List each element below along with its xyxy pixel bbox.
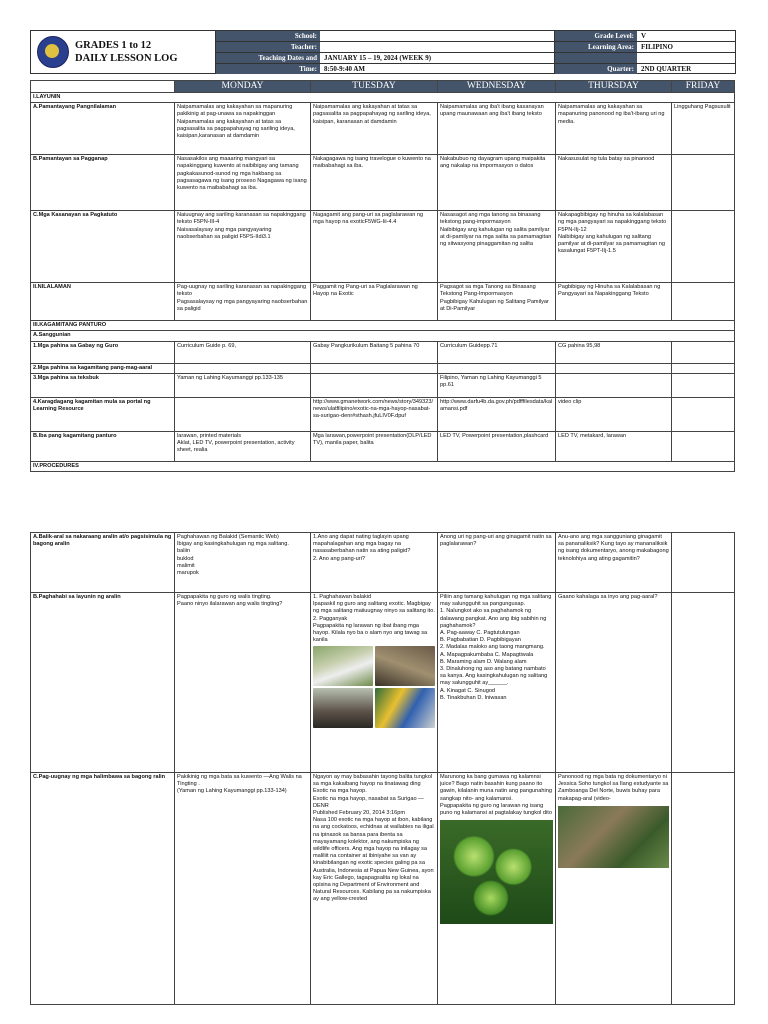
day-cell bbox=[311, 431, 438, 461]
school-label: School: bbox=[216, 31, 320, 41]
table-row bbox=[31, 431, 735, 461]
time-label: Time: bbox=[216, 64, 320, 74]
cell-text: Pakikinig ng mga bata sa kuwento —Ang Walis na Tingting . (Yaman ng Lahing Kayumanggi pp.133-134) bbox=[177, 774, 302, 795]
day-cell bbox=[175, 211, 311, 283]
day-cell bbox=[556, 103, 672, 155]
table-row bbox=[31, 373, 735, 397]
grade-value: V bbox=[641, 32, 647, 40]
table-row bbox=[31, 533, 735, 593]
blank-label bbox=[555, 53, 637, 63]
row-label: 3.Mga pahina sa teksbuk bbox=[31, 373, 175, 397]
day-cell bbox=[175, 155, 311, 211]
day-cell bbox=[438, 363, 556, 373]
day-cell bbox=[672, 155, 735, 211]
cell-text: Curriculum Guide p. 69, bbox=[177, 342, 237, 349]
day-cell bbox=[311, 283, 438, 321]
day-cell bbox=[175, 533, 311, 593]
day-cell bbox=[556, 533, 672, 593]
day-cell bbox=[311, 341, 438, 363]
cell-text: Ngayon ay may babasahin tayong balita tungkol sa mga kakaibang hayop na tinatawag ding Exotic na mga hayop. Exotic na mga hayop, nasabat sa Surigao — DENR Published February 20, 2014 3:16pm Nasa 100 exotic na mga hayop at ibon, kabilang na ang cockatoos, echidnas at wallabies na iligal na ipinasok sa bansa para ibenta sa mayayamang kolektor, ang nakumpiska ng wildlife officers. Ang mga hayop na inilagay sa maliliit na container at ibiniyahe sa van ay kinabibilangan ng exotic species galing pa sa Australia, Indonesia at Papua New Guinea, ayon kay Eric Gallego, tagapagsalita ng lokal na opisina ng Department of Environment and Natural Resources. Kabilang pa sa nakumpiska ay ang yellow-crested bbox=[313, 774, 434, 903]
grade-label: Grade Level: bbox=[555, 31, 637, 41]
day-header-row bbox=[31, 81, 735, 93]
header-title bbox=[75, 39, 178, 65]
day-cell bbox=[672, 373, 735, 397]
cell-text: http://www.darfu4b.da.gov.ph/pdfffilesdata/kalamansi.pdf bbox=[440, 398, 553, 413]
kalamansi-image bbox=[440, 820, 553, 924]
day-header: THURSDAY bbox=[556, 81, 672, 93]
day-cell bbox=[438, 533, 556, 593]
day-cell bbox=[672, 533, 735, 593]
cell-text: 1. Paghahawan balakid Ipapaskil ng guro ang salitang exotic. Magbigay ng mga salitang maiiuugnay ninyo sa salitang ito. 2. Pagganyak Pagpapakita ng larawan ng ibat ibang mga hayop. Kilala nyo ba o alam nyo ang tawag sa kanila bbox=[313, 594, 435, 644]
day-cell bbox=[438, 155, 556, 211]
day-cell bbox=[175, 431, 311, 461]
header-grade-info bbox=[555, 31, 735, 73]
cell-text: Pag-uugnay ng sariling karanasan sa napakinggang teksto Pagsasalaysay ng mga pangyayaring naobserbahan sa paligid bbox=[177, 284, 308, 312]
table-row bbox=[31, 593, 735, 773]
cell-text: Yaman ng Lahing Kayumanggi pp.133-135 bbox=[177, 374, 283, 381]
day-cell bbox=[175, 773, 311, 1005]
section-kagamitan: III.KAGAMITANG PANTURO bbox=[31, 321, 735, 331]
cell-text: Lingguhang Pagsusulit bbox=[674, 104, 731, 111]
row-label: 4.Karagdagang kagamitan mula sa portal ng Learning Resource bbox=[31, 397, 175, 431]
dates-value: JANUARY 15 – 19, 2024 (WEEK 9) bbox=[324, 54, 432, 62]
area-label: Learning Area: bbox=[555, 42, 637, 52]
row-label: 1.Mga pahina sa Gabay ng Guro bbox=[31, 341, 175, 363]
cell-text: Piliin ang tamang kahulugan ng mga salitang may salungguhit sa pangungusap. 1. Nalungkot ako sa paghahamok ng dalawang pangkat. Ano ang ibig sabihin ng paghahamok? A. Pag-aaway C. Pagtutulungan B. Pagbabatian D. Pagbibigayan 2. Madalas maloko ang taong mangmang. A. Mapagpakumbaba C. Mapagtiwala B. Maraming alam D. Walang alam 3. Dinaluhong ng aso ang batang nambato sa kanya. Ang kasingkahulugan ng salitang may salungguhit ay______. A. Kinagat C. Sinugod B. Tinakbuhan D. Iniwasan bbox=[440, 594, 552, 701]
cockatoo-image bbox=[313, 646, 373, 686]
cell-text: Nakagagawa ng isang travelogue o kuwento na maibabahagi sa iba. bbox=[313, 156, 431, 170]
day-cell bbox=[175, 363, 311, 373]
day-cell bbox=[311, 533, 438, 593]
cell-text: Nakabubuo ng dayagram upang maipakita ang nakalap na impormasyon o datos bbox=[440, 156, 546, 170]
day-cell bbox=[672, 211, 735, 283]
documentary-image bbox=[558, 806, 669, 868]
row-label: B.Pamantayan sa Pagganap bbox=[31, 155, 175, 211]
header-info bbox=[216, 31, 555, 73]
cell-text: Filipino, Yaman ng Lahing Kayumanggi 5 pp.61 bbox=[440, 374, 542, 389]
row-label: C.Pag-uugnay ng mga halimbawa sa bagong ralin bbox=[31, 773, 175, 1005]
day-header: FRIDAY bbox=[672, 81, 735, 93]
cell-text: Marunong ka bang gumawa ng kalamnsi juice? Bago natin basahin kung paano ito gawin, kilalanin muna natin ang pangunahing sangkap nito- ang kalamansi. Pagpapakita ng guro ng larawan ng isang puno ng kalamansi at pagtalakay tungkol dito bbox=[440, 774, 552, 817]
cell-text: larawan, printed materials Aklat, LED TV, powerpoint presentation, activity sheet, realia bbox=[177, 432, 295, 454]
day-cell bbox=[672, 773, 735, 1005]
day-cell bbox=[438, 103, 556, 155]
table-row bbox=[31, 341, 735, 363]
day-cell bbox=[175, 373, 311, 397]
cell-text: Mga larawan,powerpoint presentation(DLP/LED TV), manila paper, balita bbox=[313, 432, 432, 447]
cell-text: Pagbibigay ng Hinuha sa Kalalabasan ng Pangyayari sa Napakinggang Teksto bbox=[558, 284, 661, 298]
header-brand bbox=[31, 31, 216, 73]
row-label: 2.Mga pahina sa kagamitang pang-mag-aaral bbox=[31, 363, 175, 373]
day-cell bbox=[438, 397, 556, 431]
day-cell bbox=[175, 283, 311, 321]
table-row bbox=[31, 773, 735, 1005]
cell-text: Nasasakilos ang maaaring mangyari sa napakinggang kuwento at naibibigay ang tamang pagkakasunod-sunod ng mga hakbang sa pagsasagawa ng isang proseso Nagagawa ng isang kuwento na maibabahagi sa iba. bbox=[177, 156, 307, 192]
day-cell bbox=[438, 431, 556, 461]
table-row bbox=[31, 103, 735, 155]
lesson-table-procedures bbox=[30, 532, 735, 1005]
day-cell bbox=[438, 773, 556, 1005]
day-cell bbox=[556, 341, 672, 363]
day-cell bbox=[556, 397, 672, 431]
table-row bbox=[31, 283, 735, 321]
day-cell bbox=[175, 397, 311, 431]
day-cell bbox=[438, 341, 556, 363]
cell-text: Naipamamalas ang kakayahan at tatas sa pagsasalita sa pagpapahayag ng sariling ideya, kaisipan, karanasan at damdamin bbox=[313, 104, 431, 125]
cell-text: Pagsagot sa mga Tanong sa Binasang Tekstong Pang-Impormasyon Pagbibigay Kahulugan ng Salitang Pamilyar at Di-Pamilyar bbox=[440, 284, 549, 312]
school-value bbox=[320, 31, 324, 41]
day-cell bbox=[311, 397, 438, 431]
day-header: TUESDAY bbox=[311, 81, 438, 93]
teacher-label: Teacher: bbox=[216, 42, 320, 52]
title-line1: GRADES 1 to 12 bbox=[75, 40, 152, 51]
day-cell bbox=[311, 363, 438, 373]
day-cell bbox=[438, 211, 556, 283]
day-cell bbox=[311, 773, 438, 1005]
day-cell bbox=[556, 373, 672, 397]
cell-text: Anu-ano ang mga sangguniang ginagamit sa pananaliksik? Kung tayo ay mananaliksik ng isang dokumentaryo, anong makabagong teknolohiya ang ating gagamitin? bbox=[558, 534, 669, 562]
row-label: A.Balik-aral sa nakaraang aralin at/o pagsisimula ng bagong aralin bbox=[31, 533, 175, 593]
section-layunin: I.LAYUNIN bbox=[31, 93, 735, 103]
cell-text: Naipamamalas ang kakayahan sa mapanuring pakikinig at pag-unawa sa napakinggan Naipamamalas ang kakayahan at tatas sa pagsasalita sa pagpapahayag ng sariling ideya, kaisipan,karanasan at damdamin bbox=[177, 104, 295, 140]
day-cell bbox=[556, 431, 672, 461]
time-value: 8:50-9:40 AM bbox=[324, 65, 366, 73]
day-cell bbox=[556, 155, 672, 211]
day-cell bbox=[672, 341, 735, 363]
section-procedures: IV.PROCEDURES bbox=[31, 461, 735, 471]
cell-text: Paggamit ng Pang-uri sa Paglalarawan ng Hayop na Exotic bbox=[313, 284, 418, 298]
row-label: II.NILALAMAN bbox=[31, 283, 175, 321]
day-cell bbox=[438, 593, 556, 773]
wallaby-image bbox=[313, 688, 373, 728]
area-value: FILIPINO bbox=[641, 43, 673, 51]
day-cell bbox=[556, 211, 672, 283]
teacher-value bbox=[320, 42, 324, 52]
quarter-value: 2ND QUARTER bbox=[641, 65, 692, 73]
day-cell bbox=[311, 155, 438, 211]
cell-text: Nasasagot ang mga tanong sa binasang tekstong pang-impormasyon Naibibigay ang kahulugan ng salita pamilyar at di-pamilyar na mga salita sa pamamagitan ng sitwasyong pinaggamitan ng salita bbox=[440, 212, 552, 248]
row-label: B.Paghahabi sa layunin ng aralin bbox=[31, 593, 175, 773]
dates-label: Teaching Dates and bbox=[216, 53, 320, 63]
day-cell bbox=[311, 373, 438, 397]
day-cell bbox=[311, 593, 438, 773]
cell-text: Gabay Pangkurikulum Baitang 5 pahina 70 bbox=[313, 342, 420, 349]
day-cell bbox=[438, 283, 556, 321]
header bbox=[30, 30, 736, 74]
blank-value bbox=[637, 53, 641, 63]
cell-text: CG pahina 95,98 bbox=[558, 342, 601, 349]
row-label: B.Iba pang kagamitang panturo bbox=[31, 431, 175, 461]
day-cell bbox=[175, 103, 311, 155]
day-cell bbox=[311, 103, 438, 155]
cell-text: Panonood ng mga bata ng dokumentaryo ni Jessica Soho tungkol sa Ilang estudyante sa Zamboanga Del Norte, buwis buhay para makapag-aral (video- bbox=[558, 774, 669, 802]
day-cell bbox=[672, 593, 735, 773]
cell-text: Naiuugnay ang sariling karanasan sa napakinggang teksto F5PN-III-4 Naisasalaysay ang mga pangyayaring naobserbahan sa paligid F5PS-IIdi3.1 bbox=[177, 212, 306, 240]
cell-text: LED TV, metakard, larawan bbox=[558, 432, 627, 439]
day-cell bbox=[311, 211, 438, 283]
deped-seal-icon bbox=[37, 36, 69, 68]
cell-text: Gaano kahalaga sa inyo ang pag-aaral? bbox=[558, 594, 658, 600]
table-row bbox=[31, 211, 735, 283]
day-header: WEDNESDAY bbox=[438, 81, 556, 93]
table-row bbox=[31, 363, 735, 373]
cell-text: Anong uri ng pang-uri ang ginagamit natin sa paglalarawan? bbox=[440, 534, 552, 548]
day-cell bbox=[556, 363, 672, 373]
cell-text: LED TV, Powerpoint presentation,plashcard bbox=[440, 432, 549, 439]
quarter-label: Quarter: bbox=[555, 64, 637, 74]
cell-text: Nakapagbibigay ng hinuha sa kalalabasan ng mga pangyayari sa napakinggang teksto F5PN-IIj-12 Naibibigay ang kahulugan ng salitang pamilyar at di-pamilyar sa pamamagitan ng kasalungat F5PT-IIj-1.5 bbox=[558, 212, 667, 255]
day-cell bbox=[556, 593, 672, 773]
row-label: C.Mga Kasanayan sa Pagkatuto bbox=[31, 211, 175, 283]
cell-text: Naipamamalas ang kakayahan sa mapanuring panonood ng iba't-ibang uri ng media. bbox=[558, 104, 665, 125]
day-cell bbox=[438, 373, 556, 397]
cell-text: video clip bbox=[558, 398, 582, 405]
lesson-table-top bbox=[30, 80, 735, 472]
cell-text: http://www.gmanetwork.com/news/story/349323/news/ulatfilipino/exotic-na-mga-hayop-nasabat-sa-surigao-denr#sthash.jfuLIV0F.dpuf bbox=[313, 398, 434, 420]
table-row bbox=[31, 397, 735, 431]
parrots-image bbox=[375, 688, 435, 728]
day-cell bbox=[672, 363, 735, 373]
day-cell bbox=[672, 103, 735, 155]
day-cell bbox=[175, 341, 311, 363]
day-cell bbox=[672, 283, 735, 321]
table-row bbox=[31, 155, 735, 211]
row-label: A.Pamantayang Pangnilalaman bbox=[31, 103, 175, 155]
cell-text: Naipamamalas ang iba't ibang kasanayan upang maunawaan ang iba't ibang teksto bbox=[440, 104, 544, 118]
day-header: MONDAY bbox=[175, 81, 311, 93]
corner-cell bbox=[31, 81, 175, 93]
day-cell bbox=[672, 397, 735, 431]
cell-text: Nakasusulat ng tula batay sa pinanood bbox=[558, 156, 655, 163]
day-cell bbox=[175, 593, 311, 773]
cell-text: Curriculum Guidepp.71 bbox=[440, 342, 498, 349]
cell-text: Nagagamit ang pang-uri sa paglalarawan ng mga hayop na exoticF5WG-Iii-4.4 bbox=[313, 212, 424, 226]
title-line2: DAILY LESSON LOG bbox=[75, 53, 178, 64]
cell-text: 1.Ano ang dapat nating taglayin upang mapahalagahan ang mga bagay na nasasaberbahan natin sa ating paligid? 2. Ano ang pang-uri? bbox=[313, 534, 411, 562]
cell-text: Paghahawan ng Balakid (Semantic Web) Ibigay ang kasingkahulugan ng mga salitang. baliin buklod malimit marupok bbox=[177, 534, 289, 577]
section-sanggunian: A.Sanggunian bbox=[31, 331, 735, 341]
day-cell bbox=[556, 773, 672, 1005]
exotic-animals-images bbox=[313, 646, 435, 728]
day-cell bbox=[672, 431, 735, 461]
echidna-image bbox=[375, 646, 435, 686]
cell-text: Pagpapakita ng guro ng walis tingting. Paano ninyo ilalarawan ang walis tingting? bbox=[177, 594, 283, 608]
day-cell bbox=[556, 283, 672, 321]
